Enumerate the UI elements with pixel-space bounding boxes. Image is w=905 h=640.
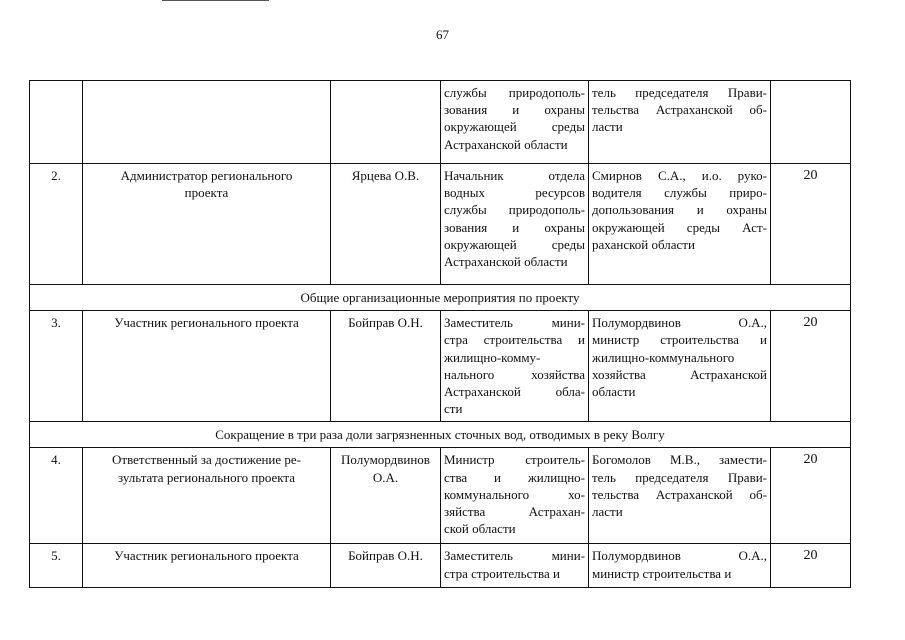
position-cell-line: нального хозяйства xyxy=(444,366,585,382)
role-cell-line: Администратор регионального xyxy=(120,168,293,183)
person-cell-line: Бойправ О.Н. xyxy=(348,548,423,564)
position-cell-line: стра строительства и xyxy=(444,565,560,581)
supervisor-cell-line: министр строительства и xyxy=(592,565,732,581)
table-row xyxy=(30,448,851,544)
scan-artifact-line xyxy=(162,0,269,1)
section-heading: Сокращение в три раза доли загрязненных сточных вод, отводимых в реку Волгу xyxy=(30,422,851,448)
share-cell: 20 xyxy=(771,164,851,285)
position-cell-line: зования и охраны xyxy=(444,102,585,118)
supervisor-cell-line: Смирнов С.А., и.о. руко- xyxy=(592,168,767,183)
position-cell-line: ской области xyxy=(444,521,516,537)
position-cell-line: Астраханской обла- xyxy=(444,384,585,400)
supervisor-cell-line: тельства Астраханской об- xyxy=(592,102,767,118)
table-row xyxy=(30,311,851,422)
supervisor-cell-line: Полумордвинов О.А., xyxy=(592,548,767,564)
supervisor-cell-line: водителя службы приро- xyxy=(592,185,767,201)
project-roles-table xyxy=(29,80,851,588)
position-cell-line: окружающей среды xyxy=(444,236,585,252)
person-cell xyxy=(331,544,441,588)
supervisor-cell-line: раханской области xyxy=(592,236,695,252)
person-cell-line: Бойправ О.Н. xyxy=(348,315,423,331)
table-row xyxy=(30,164,851,285)
role-cell-line: Ответственный за достижение ре- xyxy=(112,452,301,468)
position-cell-line: зяйства Астрахан- xyxy=(444,504,585,520)
position-cell-line: Начальник отдела xyxy=(444,168,585,183)
row-number: 2. xyxy=(30,164,83,285)
position-cell-line: Астраханской области xyxy=(444,136,568,152)
supervisor-cell xyxy=(589,81,771,164)
supervisor-cell-line: тель председателя Прави- xyxy=(592,85,767,100)
person-cell xyxy=(331,311,441,422)
section-row xyxy=(30,285,851,311)
table-row xyxy=(30,81,851,164)
position-cell-line: Министр строитель- xyxy=(444,452,585,468)
share-cell: 20 xyxy=(771,544,851,588)
role-cell xyxy=(83,81,331,164)
position-cell-line: сти xyxy=(444,401,463,417)
role-cell-line: Участник регионального проекта xyxy=(114,548,299,564)
role-cell xyxy=(83,311,331,422)
table-row xyxy=(30,544,851,588)
position-cell-line: ства и жилищно- xyxy=(444,469,585,485)
role-cell-line: зультата регионального проекта xyxy=(117,469,296,485)
supervisor-cell-line: области xyxy=(592,384,636,400)
person-cell-line: Полумордвинов xyxy=(341,452,430,468)
page-number: 67 xyxy=(436,27,449,42)
row-number: 4. xyxy=(30,448,83,544)
supervisor-cell-line: хозяйства Астраханской xyxy=(592,366,767,382)
position-cell-line: Астраханской области xyxy=(444,254,568,270)
person-cell xyxy=(331,448,441,544)
supervisor-cell-line: ласти xyxy=(592,504,623,520)
position-cell-line: Заместитель мини- xyxy=(444,315,585,331)
role-cell xyxy=(83,164,331,285)
supervisor-cell-line: окружающей среды Аст- xyxy=(592,219,767,235)
section-row xyxy=(30,422,851,448)
role-cell xyxy=(83,544,331,588)
position-cell xyxy=(441,164,589,285)
person-cell xyxy=(331,164,441,285)
position-cell-line: водных ресурсов xyxy=(444,185,585,201)
row-number: 3. xyxy=(30,311,83,422)
supervisor-cell xyxy=(589,448,771,544)
share-cell: 20 xyxy=(771,311,851,422)
position-cell-line: коммунального хо- xyxy=(444,486,585,502)
position-cell-line: службы природополь- xyxy=(444,202,585,218)
person-cell-line: Ярцева О.В. xyxy=(351,168,420,183)
supervisor-cell xyxy=(589,544,771,588)
position-cell-line: окружающей среды xyxy=(444,119,585,135)
role-cell xyxy=(83,448,331,544)
position-cell-line: стра строительства и xyxy=(444,332,585,348)
supervisor-cell-line: тельства Астраханской об- xyxy=(592,486,767,502)
position-cell xyxy=(441,448,589,544)
row-number xyxy=(30,81,83,164)
person-cell xyxy=(331,81,441,164)
person-cell-line: О.А. xyxy=(372,469,399,485)
position-cell xyxy=(441,544,589,588)
section-heading: Общие организационные мероприятия по проекту xyxy=(30,285,851,311)
position-cell-line: службы природополь- xyxy=(444,85,585,100)
position-cell-line: зования и охраны xyxy=(444,219,585,235)
supervisor-cell-line: Полумордвинов О.А., xyxy=(592,315,767,331)
supervisor-cell xyxy=(589,311,771,422)
supervisor-cell-line: тель председателя Прави- xyxy=(592,469,767,485)
supervisor-cell-line: жилищно-коммунального xyxy=(592,349,735,365)
supervisor-cell-line: допользования и охраны xyxy=(592,202,767,218)
table-body xyxy=(30,81,851,588)
share-cell xyxy=(771,81,851,164)
supervisor-cell-line: Богомолов М.В., замести- xyxy=(592,452,767,468)
position-cell-line: жилищно-комму- xyxy=(444,349,541,365)
supervisor-cell xyxy=(589,164,771,285)
supervisor-cell-line: министр строительства и xyxy=(592,332,767,348)
position-cell-line: Заместитель мини- xyxy=(444,548,585,564)
row-number: 5. xyxy=(30,544,83,588)
position-cell xyxy=(441,311,589,422)
position-cell xyxy=(441,81,589,164)
role-cell-line: Участник регионального проекта xyxy=(114,315,299,331)
share-cell: 20 xyxy=(771,448,851,544)
supervisor-cell-line: ласти xyxy=(592,119,623,135)
role-cell-line: проекта xyxy=(184,185,229,201)
